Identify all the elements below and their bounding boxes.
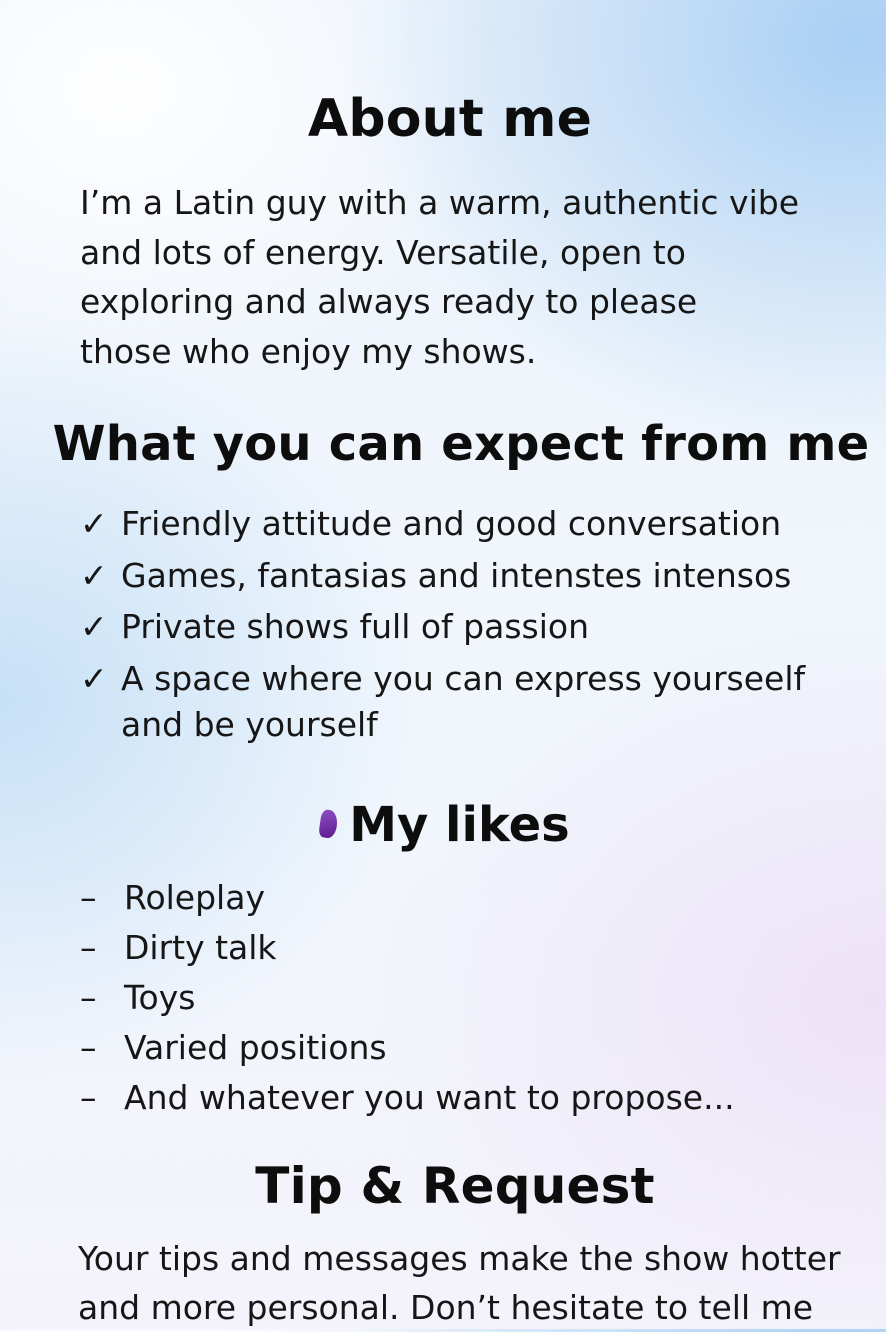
like-item-text: Varied positions [124,1028,387,1067]
list-item [80,550,850,602]
expect-heading: What you can expect from me [52,416,870,472]
expect-item-text: A space where you can express yourseelf and be yourself [121,658,806,744]
about-line: exploring and always ready to please [80,282,698,322]
list-item [80,653,850,751]
about-line: and lots of energy. Versatile, open to [80,232,686,272]
list-item [80,1073,840,1123]
about-line: I’m a Latin guy with a warm, authentic vibe [80,183,800,222]
my-likes-title: My likes [349,797,570,853]
checkmark-icon: ✓ [80,607,108,647]
list-item [80,1023,840,1073]
expect-list [80,498,850,750]
my-likes-heading [0,795,886,855]
tip-line: Your tips and messages make the show hotter [78,1239,841,1278]
about-me-text [80,178,840,376]
expect-item-text: Games, fantasias and intenstes intensos [121,555,792,595]
dash-bullet: – [80,1078,97,1117]
expect-item-text: Private shows full of passion [121,607,589,647]
like-item-text: Toys [124,978,196,1017]
list-item [80,498,850,550]
about-line: those who enjoy my shows. [80,331,537,371]
tip-line: and more personal. Don’t hesitate to tell me [78,1288,814,1327]
list-item [80,601,850,653]
dash-bullet: – [80,978,97,1017]
tip-request-text [78,1234,858,1332]
expect-item-text: Friendly attitude and good conversation [121,504,782,543]
list-item [80,923,840,973]
list-item [80,873,840,923]
about-me-heading: About me [307,89,593,149]
dash-bullet: – [80,878,97,917]
purple-shape-icon [318,809,339,839]
like-item-text: Roleplay [124,878,265,917]
checkmark-icon: ✓ [80,658,108,698]
like-item-text: Dirty talk [124,928,277,967]
dash-bullet: – [80,928,97,967]
dash-bullet: – [80,1028,97,1067]
likes-list [80,873,840,1123]
checkmark-icon: ✓ [80,555,108,595]
like-item-text: And whatever you want to propose... [124,1078,735,1117]
tip-request-heading: Tip & Request [255,1157,655,1215]
list-item [80,973,840,1023]
checkmark-icon: ✓ [80,504,108,543]
